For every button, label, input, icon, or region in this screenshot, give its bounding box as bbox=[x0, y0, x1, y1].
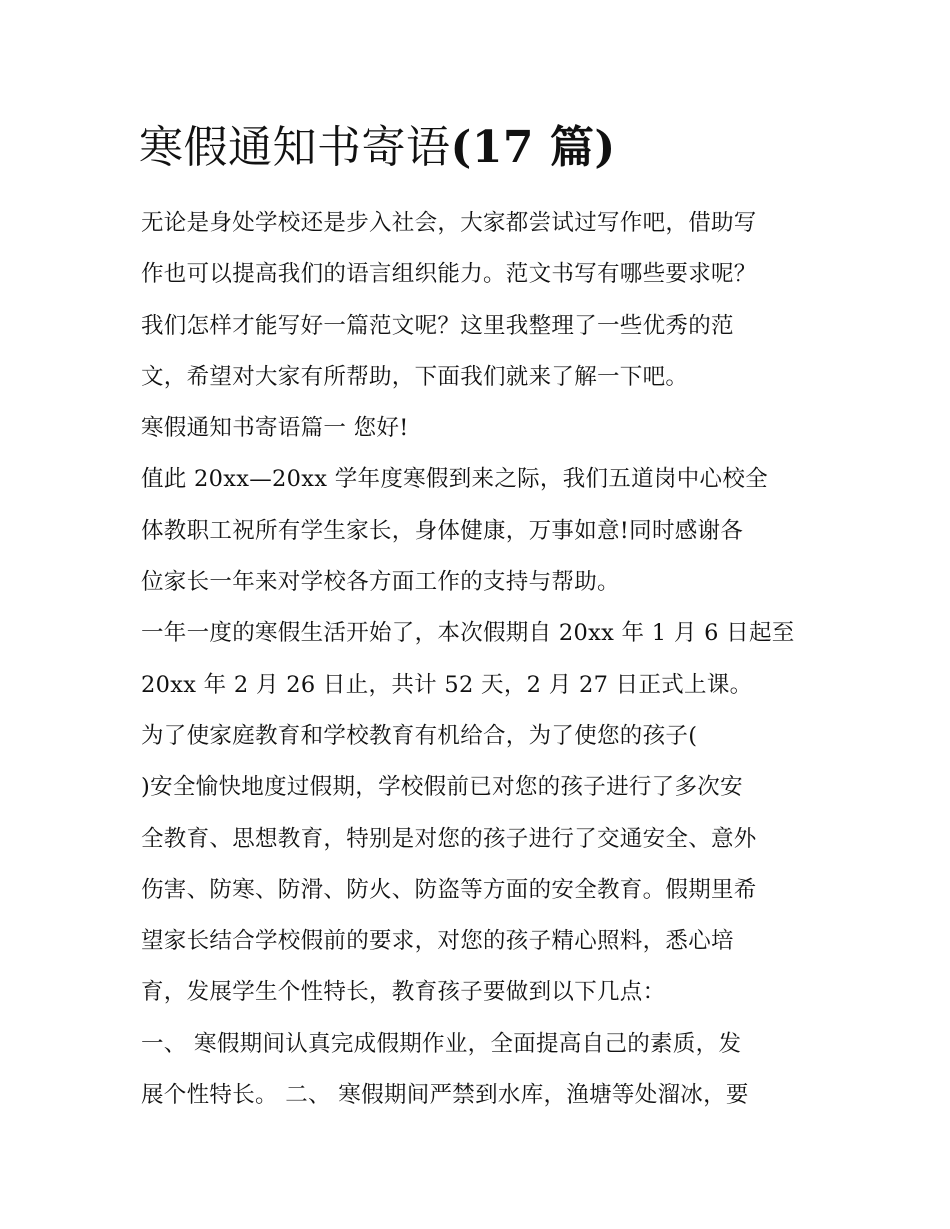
text-line: 全教育、思想教育，特别是对您的孩子进行了交通安全、意外 bbox=[141, 825, 757, 852]
text-line: 位家长一年来对学校各方面工作的支持与帮助。 bbox=[141, 569, 620, 596]
title-text: 寒假通知书寄语 bbox=[139, 122, 451, 173]
text-line: )安全愉快地度过假期，学校假前已对您的孩子进行了多次安 bbox=[141, 774, 743, 801]
text-line: 为了使家庭教育和学校教育有机给合，为了使您的孩子( bbox=[141, 722, 698, 749]
text-line: 育，发展学生个性特长，教育孩子要做到以下几点： bbox=[141, 979, 666, 1006]
text-line: 望家长结合学校假前的要求，对您的孩子精心照料，悉心培 bbox=[141, 928, 734, 955]
text-line: 无论是身处学校还是步入社会，大家都尝试过写作吧，借助写 bbox=[141, 210, 757, 236]
text-line: 文，希望对大家有所帮助，下面我们就来了解一下吧。 bbox=[141, 363, 689, 390]
text-line: 体教职工祝所有学生家长，身体健康，万事如意!同时感谢各 bbox=[141, 517, 744, 544]
text-line: 值此 20xx—20xx 学年度寒假到来之际，我们五道岗中心校全 bbox=[141, 466, 768, 493]
text-line: 展个性特长。 二、 寒假期间严禁到水库，渔塘等处溜冰，要 bbox=[141, 1082, 749, 1109]
section-heading: 寒假通知书寄语篇一 您好! bbox=[141, 415, 409, 442]
text-line: 作也可以提高我们的语言组织能力。范文书写有哪些要求呢？ bbox=[141, 261, 757, 288]
document-title bbox=[139, 116, 616, 180]
document-body bbox=[141, 198, 831, 1121]
text-line: 一年一度的寒假生活开始了，本次假期自 20xx 年 1 月 6 日起至 bbox=[141, 620, 795, 647]
text-line: 伤害、防寒、防滑、防火、防盗等方面的安全教育。假期里希 bbox=[141, 876, 757, 903]
text-line: 一、 寒假期间认真完成假期作业，全面提高自己的素质，发 bbox=[141, 1030, 742, 1057]
text-line: 20xx 年 2 月 26 日止，共计 52 天，2 月 27 日正式上课。 bbox=[141, 671, 753, 698]
title-count: (17 篇) bbox=[450, 122, 616, 173]
text-line: 我们怎样才能写好一篇范文呢？这里我整理了一些优秀的范 bbox=[141, 312, 734, 339]
